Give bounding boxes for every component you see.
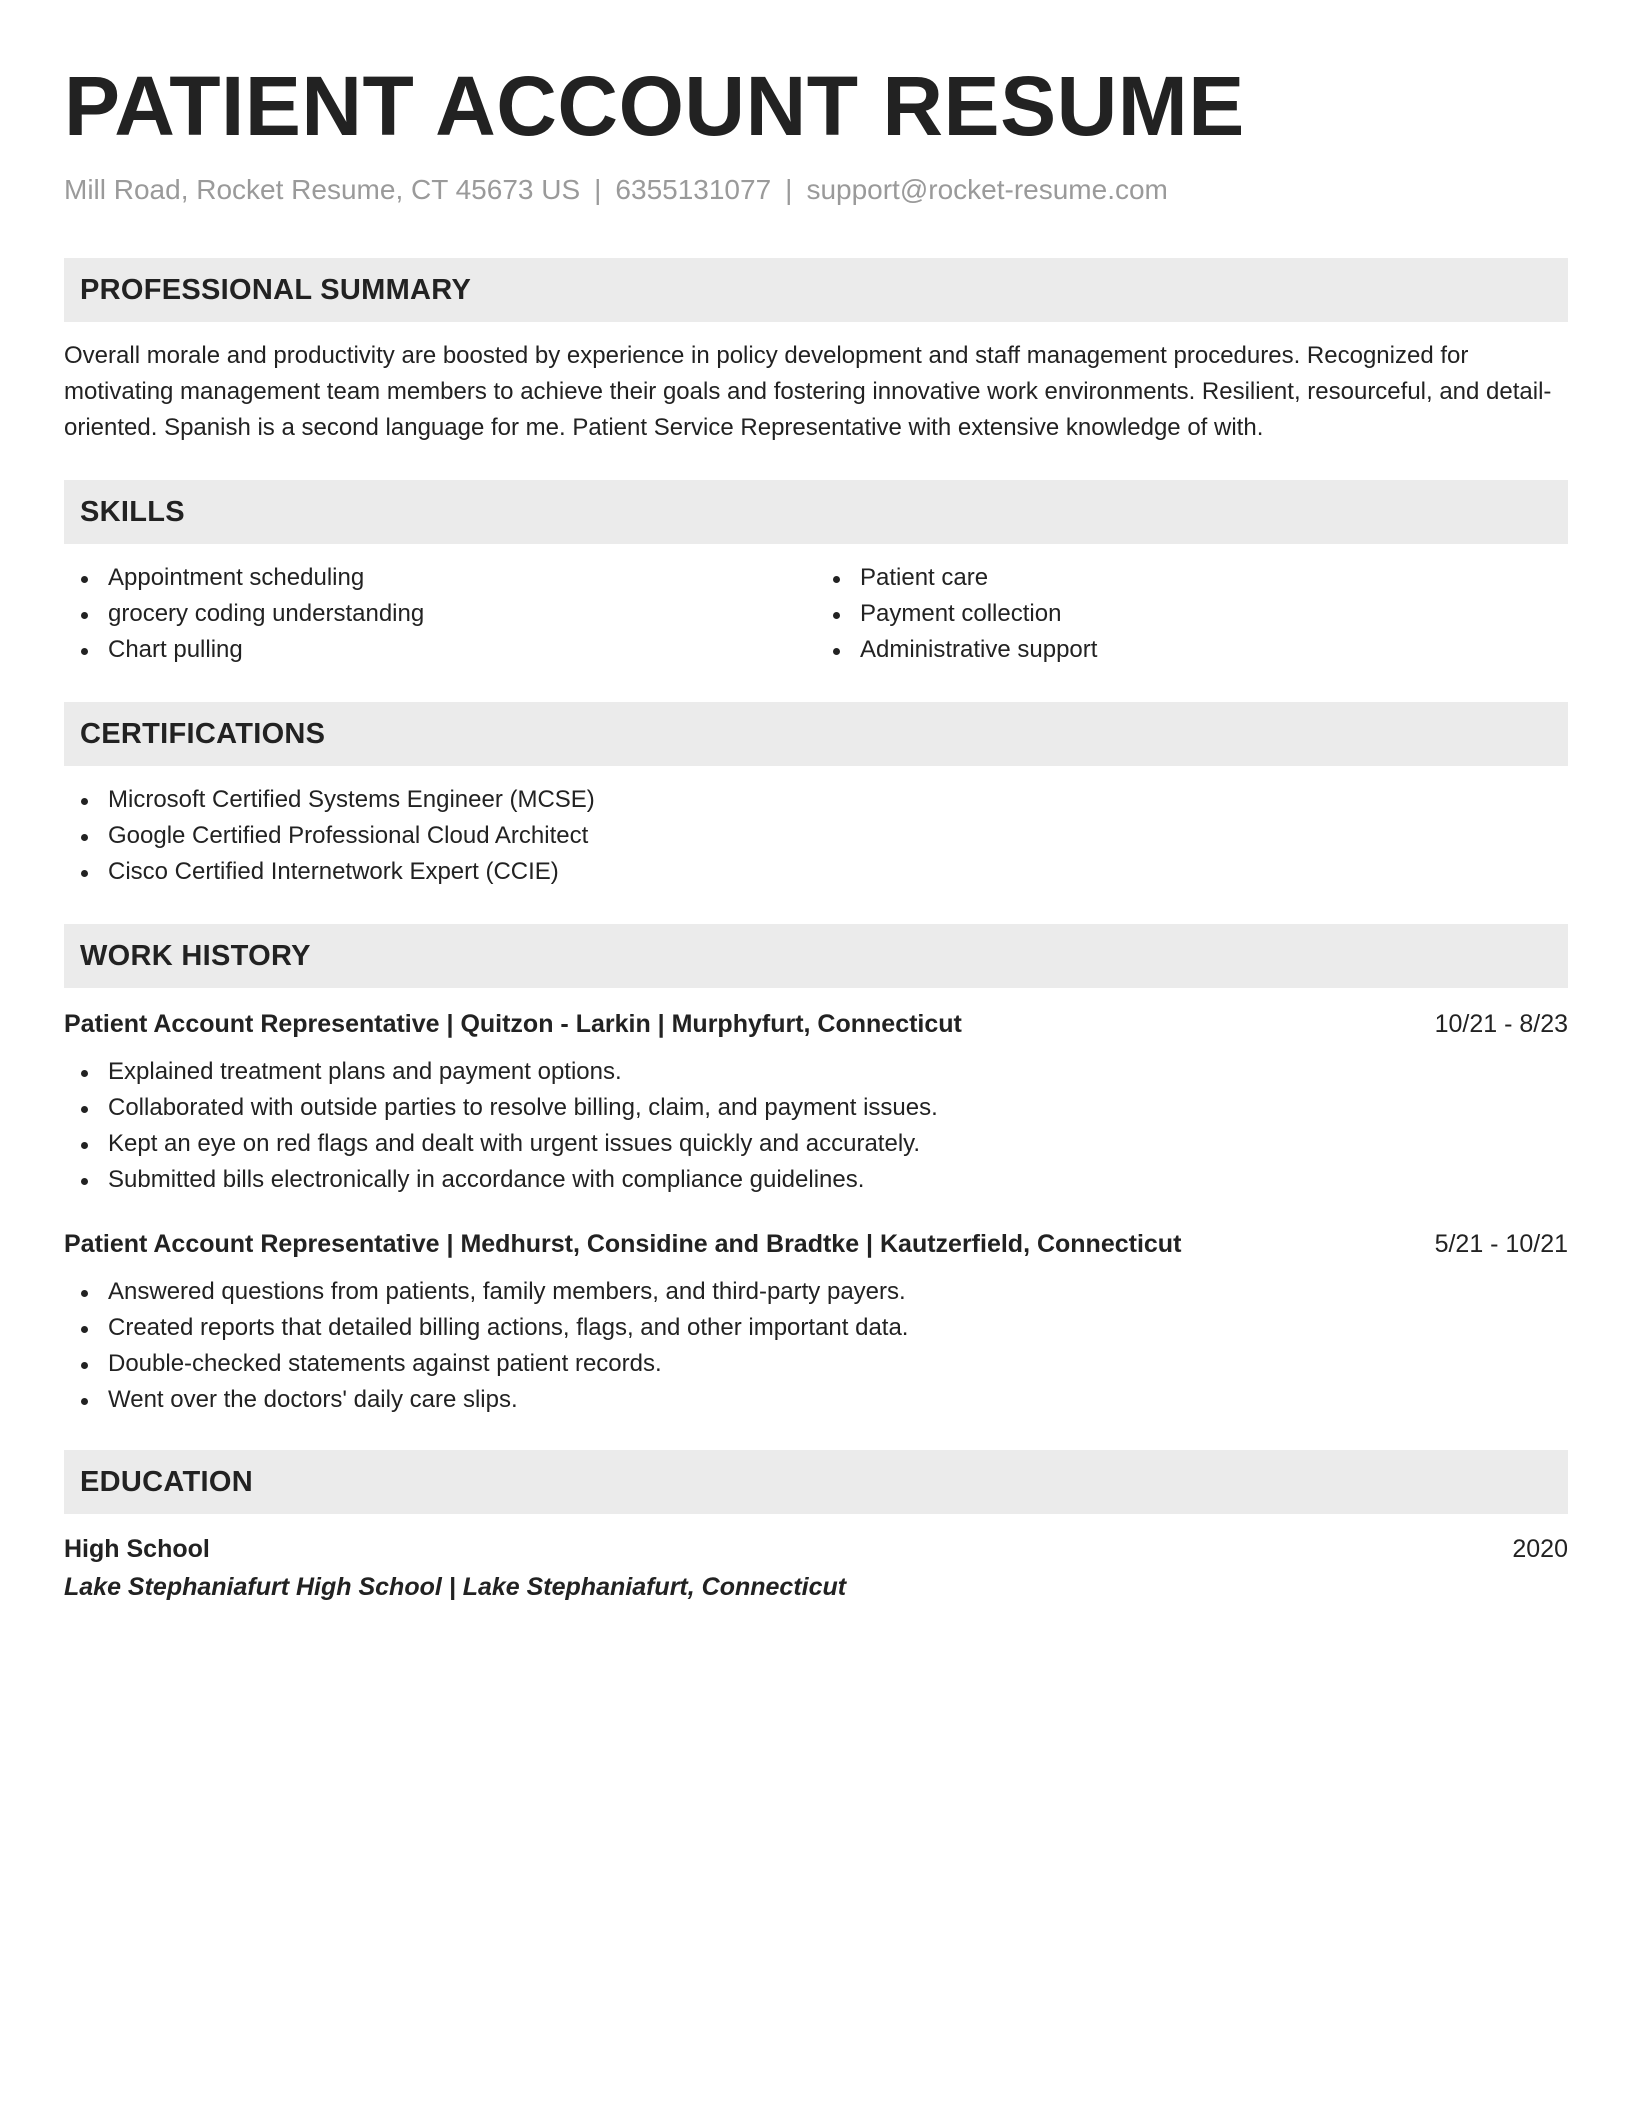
education-year: 2020 xyxy=(1512,1535,1568,1563)
job-bullets xyxy=(64,1274,1568,1418)
job-heading: Patient Account Representative | Quitzon - Larkin | Murphyfurt, Connecticut xyxy=(64,1010,962,1038)
skill-item: Payment collection xyxy=(816,596,1568,632)
summary-heading: PROFESSIONAL SUMMARY xyxy=(64,258,1568,322)
contact-phone: 6355131077 xyxy=(615,174,772,205)
education-degree: High School xyxy=(64,1535,210,1563)
contact-separator: | xyxy=(785,174,793,205)
certifications-list xyxy=(64,782,1568,890)
skill-item: Administrative support xyxy=(816,632,1568,668)
job-bullet: Kept an eye on red flags and dealt with urgent issues quickly and accurately. xyxy=(64,1126,1568,1162)
skills-grid xyxy=(64,560,1568,668)
work-history-section xyxy=(64,924,1568,1418)
job-bullet: Created reports that detailed billing actions, flags, and other important data. xyxy=(64,1310,1568,1346)
contact-email: support@rocket-resume.com xyxy=(806,174,1168,205)
summary-section xyxy=(64,258,1568,446)
job-bullet: Submitted bills electronically in accordance with compliance guidelines. xyxy=(64,1162,1568,1198)
certification-item: Cisco Certified Internetwork Expert (CCIE) xyxy=(64,854,1568,890)
contact-line xyxy=(64,174,1568,206)
skills-list-right xyxy=(816,560,1568,668)
skill-item: Appointment scheduling xyxy=(64,560,816,596)
job-header xyxy=(64,1006,1568,1042)
resume-title: PATIENT ACCOUNT RESUME xyxy=(64,59,1245,153)
certifications-heading: CERTIFICATIONS xyxy=(64,702,1568,766)
summary-text: Overall morale and productivity are boosted by experience in policy development and staff management procedures. Recognized for motivating management team members to achieve their goals and fostering innovative work environments. Resilient, resourceful, and detail-oriented. Spanish is a second language for me. Patient Service Representative with extensive knowledge of with. xyxy=(64,342,1552,441)
job-bullet: Double-checked statements against patient records. xyxy=(64,1346,1568,1382)
education-school: Lake Stephaniafurt High School | Lake Stephaniafurt, Connecticut xyxy=(64,1573,847,1601)
skills-section xyxy=(64,480,1568,668)
contact-address: Mill Road, Rocket Resume, CT 45673 US xyxy=(64,174,581,205)
certification-item: Microsoft Certified Systems Engineer (MCSE) xyxy=(64,782,1568,818)
job-bullet: Collaborated with outside parties to resolve billing, claim, and payment issues. xyxy=(64,1090,1568,1126)
education-heading: EDUCATION xyxy=(64,1450,1568,1514)
job-dates: 5/21 - 10/21 xyxy=(1434,1230,1568,1258)
job-header xyxy=(64,1226,1568,1262)
job-bullet: Explained treatment plans and payment options. xyxy=(64,1054,1568,1090)
skill-item: grocery coding understanding xyxy=(64,596,816,632)
certifications-section xyxy=(64,702,1568,890)
job-bullets xyxy=(64,1054,1568,1198)
job-bullet: Answered questions from patients, family members, and third-party payers. xyxy=(64,1274,1568,1310)
work-history-heading: WORK HISTORY xyxy=(64,924,1568,988)
education-section xyxy=(64,1450,1568,1606)
education-entry xyxy=(64,1530,1568,1606)
education-header xyxy=(64,1530,1568,1568)
job-bullet: Went over the doctors' daily care slips. xyxy=(64,1382,1568,1418)
job-dates: 10/21 - 8/23 xyxy=(1434,1010,1568,1038)
job-heading: Patient Account Representative | Medhurst, Considine and Bradtke | Kautzerfield, Connecticut xyxy=(64,1230,1182,1258)
certification-item: Google Certified Professional Cloud Architect xyxy=(64,818,1568,854)
contact-separator: | xyxy=(594,174,602,205)
skill-item: Chart pulling xyxy=(64,632,816,668)
skill-item: Patient care xyxy=(816,560,1568,596)
job-entry xyxy=(64,1226,1568,1418)
skills-heading: SKILLS xyxy=(64,480,1568,544)
skills-list-left xyxy=(64,560,816,668)
job-entry xyxy=(64,1006,1568,1198)
